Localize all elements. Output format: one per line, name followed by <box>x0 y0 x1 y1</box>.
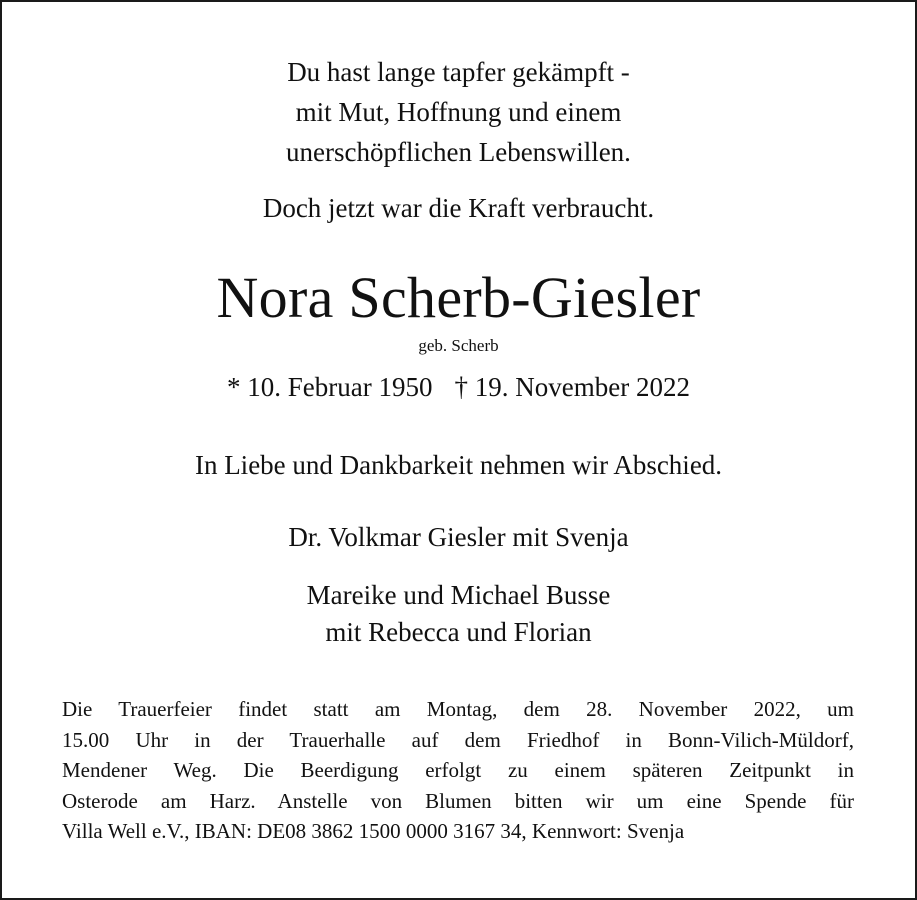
death-date: † 19. November 2022 <box>454 372 690 402</box>
life-dates <box>0 367 917 407</box>
mourner-group-2 <box>0 577 917 651</box>
verse-line: Du hast lange tapfer gekämpft - <box>287 57 630 87</box>
notice-line: Mendener Weg. Die Beerdigung erfolgt zu einem späteren Zeitpunkt in <box>62 758 854 782</box>
birth-date: * 10. Februar 1950 <box>227 372 433 402</box>
notice-line: Villa Well e.V., IBAN: DE08 3862 1500 0000 3167 34, Kennwort: Svenja <box>62 819 685 843</box>
mourner-group-1: Dr. Volkmar Giesler mit Svenja <box>288 522 629 552</box>
verse-line: mit Mut, Hoffnung und einem <box>295 97 622 127</box>
verse-line: unerschöpflichen Lebenswillen. <box>286 137 631 167</box>
notice-line: Osterode am Harz. Anstelle von Blumen bitten wir um eine Spende für <box>62 788 854 813</box>
mourner-line: Mareike und Michael Busse <box>306 580 611 610</box>
deceased-name: Nora Scherb-Giesler <box>216 265 701 330</box>
verse-closing: Doch jetzt war die Kraft verbraucht. <box>262 193 655 223</box>
notice-line: Die Trauerfeier findet statt am Montag, dem 28. November 2022, um <box>62 697 854 721</box>
farewell-line: In Liebe und Dankbarkeit nehmen wir Abschied. <box>194 450 723 480</box>
notice-line: 15.00 Uhr in der Trauerhalle auf dem Friedhof in Bonn-Vilich-Müldorf, <box>62 727 854 752</box>
memorial-verse <box>0 52 917 172</box>
funeral-notice <box>62 694 854 847</box>
mourner-line: mit Rebecca und Florian <box>325 617 592 647</box>
birth-name: geb. Scherb <box>418 336 499 355</box>
